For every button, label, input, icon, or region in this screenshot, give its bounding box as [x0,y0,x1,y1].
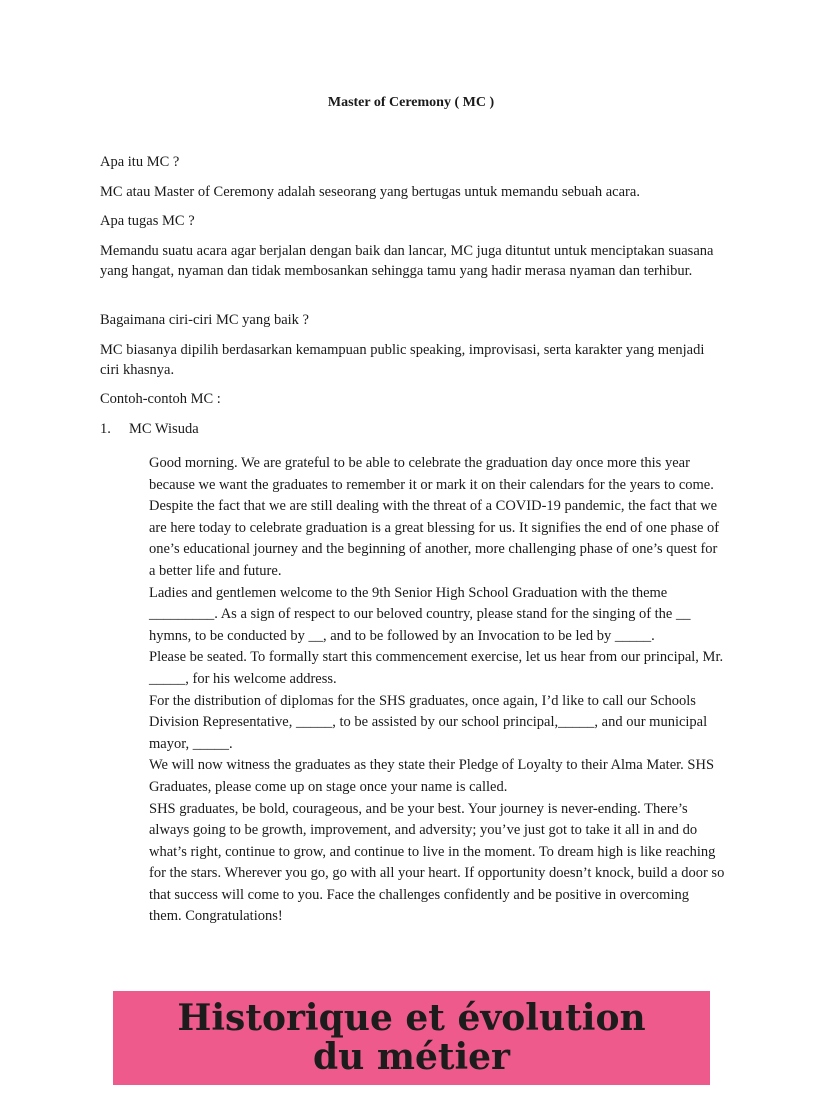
page-title: Master of Ceremony ( MC ) [327,95,495,110]
script-paragraph: Please be seated. To formally start this commencement exercise, let us hear from our principal, Mr. _____, for his welcome address. [149,649,724,687]
question-what-is-mc: Apa itu MC ? [100,154,180,170]
mc-script-block [149,453,725,928]
answer-what-is-mc: MC atau Master of Ceremony adalah seseorang yang bertugas untuk memandu sebuah acara. [100,184,640,200]
script-paragraph: SHS graduates, be bold, courageous, and be your best. Your journey is never-ending. There’s always going to be growth, improvement, and adversity; you’ve just got to take it all in and do what’s right, continue to grow, and continue to live in the moment. To dream high is like reaching for the stars. Wherever you go, go with all your heart. If opportunity doesn’t knock, build a door so that success will come to you. Face the challenges confidently and be positive in overcoming them. Congratulations! [149,800,725,925]
script-paragraph: Good morning. We are grateful to be able to celebrate the graduation day once more this year because we want the graduates to remember it or mark it on their calendars for the years to come. [149,455,714,493]
examples-heading: Contoh-contoh MC : [100,391,221,407]
banner-title-line-2: du métier [312,1036,511,1078]
answer-mc-duties: Memandu suatu acara agar berjalan dengan baik dan lancar, MC juga dituntut untuk menciptakan suasana yang hangat, nyaman dan tidak membosankan sehingga tamu yang hadir merasa nyaman dan terhibur. [100,243,714,279]
list-item [100,420,199,440]
script-paragraph: Despite the fact that we are still dealing with the threat of a COVID-19 pandemic, the fact that we are here today to celebrate graduation is a great blessing for us. It signifies the end of one phase of one’s educational journey and the beginning of another, more challenging phase of one’s quest for a better life and future. [149,498,720,579]
script-paragraph: For the distribution of diplomas for the SHS graduates, once again, I’d like to call our Schools Division Representative, _____, to be assisted by our school principal,_____, and our municipal mayor, _____. [149,692,708,752]
banner-title-line-1: Historique et évolution [177,997,646,1039]
title-banner [113,991,710,1085]
question-good-mc-traits: Bagaimana ciri-ciri MC yang baik ? [100,312,309,328]
list-item-label: MC Wisuda [129,421,199,437]
script-paragraph: Ladies and gentlemen welcome to the 9th Senior High School Graduation with the theme _________. As a sign of respect to our beloved country, please stand for the singing of the __ hymns, to be conducted by __, and to be followed by an Invocation to be led by _____. [149,584,691,644]
question-mc-duties: Apa tugas MC ? [100,213,195,229]
list-item-number: 1. [100,421,111,437]
answer-good-mc-traits: MC biasanya dipilih berdasarkan kemampuan public speaking, improvisasi, serta karakter yang menjadi ciri khasnya. [100,342,705,378]
script-paragraph: We will now witness the graduates as they state their Pledge of Loyalty to their Alma Mater. SHS Graduates, please come up on stage once your name is called. [149,757,715,795]
